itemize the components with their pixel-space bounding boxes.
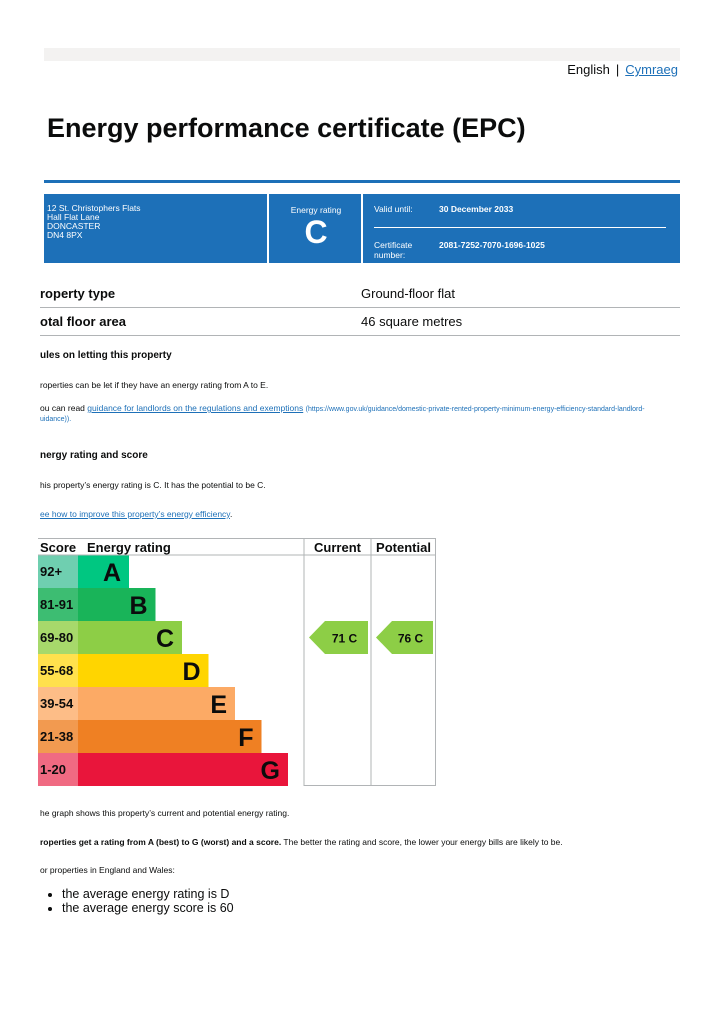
address-line-3: DONCASTER: [47, 221, 101, 231]
language-cymraeg-link[interactable]: Cymraeg: [625, 62, 678, 77]
title-rule: [44, 180, 680, 183]
band-score-label: 92+: [40, 564, 63, 579]
letting-p2-prefix: ou can read: [40, 403, 85, 413]
language-english: English: [567, 62, 610, 77]
epc-page: [40, 0, 680, 1024]
banner-divider-1: [267, 194, 269, 263]
band-letter: A: [102, 559, 121, 587]
band-letter: E: [210, 691, 227, 719]
summary-row-property-type: [40, 280, 680, 308]
valid-until-label: Valid until:: [374, 204, 413, 214]
letting-paragraph-2: [40, 403, 645, 413]
improve-paragraph: [40, 509, 232, 519]
band-bar: [78, 753, 288, 786]
list-item: • the average energy score is 60: [62, 901, 234, 915]
averages-list: [50, 887, 234, 915]
band-score-label: 55-68: [40, 663, 74, 678]
url-close: ).: [66, 416, 72, 423]
language-separator: |: [615, 62, 620, 77]
band-score-label: 21-38: [40, 729, 74, 744]
rating-explanation-bold: roperties get a rating from A (best) to G (worst) and a score.: [40, 837, 282, 847]
chart-header-current: Current: [314, 540, 361, 555]
summary-value: 46 square metres: [361, 314, 463, 329]
energy-rating-label: Energy rating: [290, 205, 342, 215]
page-title: Energy performance certificate (EPC): [47, 113, 526, 143]
chart-header-score: Score: [40, 540, 77, 555]
chart-header-rating: Energy rating: [87, 540, 171, 555]
band-score-label: 39-54: [40, 696, 74, 711]
improve-efficiency-link[interactable]: ee how to improve this property’s energy efficiency: [40, 509, 230, 519]
summary-label: roperty type: [40, 286, 116, 301]
landlord-guidance-url-cont[interactable]: uidance): [40, 416, 67, 423]
band-letter: F: [238, 724, 254, 752]
potential-rating-label: 76 C: [397, 631, 424, 646]
top-bar: [44, 48, 680, 61]
chart-header-potential: Potential: [376, 540, 431, 555]
energy-rating-heading: nergy rating and score: [40, 450, 148, 461]
band-letter: B: [129, 592, 148, 620]
letting-paragraph-2-cont: [40, 413, 71, 423]
list-item: • the average energy rating is D: [62, 887, 234, 901]
banner-divider-3: [374, 227, 666, 228]
certificate-banner: [44, 194, 680, 263]
rating-explanation: [40, 837, 563, 847]
summary-label: otal floor area: [40, 314, 126, 329]
energy-rating-letter: C: [304, 214, 328, 250]
banner-divider-2: [361, 194, 363, 263]
band-score-label: 69-80: [40, 630, 74, 645]
letting-heading: ules on letting this property: [40, 350, 172, 361]
address-line-2: Hall Flat Lane: [47, 212, 100, 222]
summary-value: Ground-floor flat: [361, 286, 455, 301]
letting-paragraph-1: roperties can be let if they have an energy rating from A to E.: [40, 380, 269, 390]
graph-caption: he graph shows this property’s current and potential energy rating.: [40, 808, 290, 818]
language-switcher: [567, 62, 678, 77]
current-rating-label: 71 C: [331, 631, 358, 646]
band-letter: D: [182, 658, 201, 686]
address-line-1: 12 St. Christophers Flats: [47, 203, 141, 213]
band-score-label: 1-20: [40, 762, 67, 777]
landlord-guidance-link[interactable]: guidance for landlords on the regulations and exemptions: [87, 403, 304, 413]
valid-until-value: 30 December 2033: [439, 204, 514, 214]
certificate-number-label: Certificate number:: [374, 240, 413, 260]
band-letter: G: [260, 757, 280, 785]
rating-explanation-rest: The better the rating and score, the lower your energy bills are likely to be.: [281, 837, 563, 847]
certificate-number-value: 2081-7252-7070-1696-1025: [439, 240, 545, 250]
address-line-4: DN4 8PX: [47, 230, 83, 240]
band-score-label: 81-91: [40, 597, 74, 612]
band-letter: C: [155, 625, 174, 653]
improve-suffix: .: [229, 509, 233, 519]
england-wales-intro: or properties in England and Wales:: [40, 865, 175, 875]
band-bar: [78, 720, 262, 753]
energy-rating-paragraph: his property’s energy rating is C. It has the potential to be C.: [40, 480, 266, 490]
summary-row-floor-area: [40, 308, 680, 336]
energy-rating-graph: [38, 538, 442, 787]
property-address: [47, 204, 141, 240]
energy-rating-chart: [38, 538, 442, 787]
landlord-guidance-url[interactable]: (https://www.gov.uk/guidance/domestic-private-rented-property-minimum-energy-efficiency-standard-landlord-: [305, 406, 645, 413]
